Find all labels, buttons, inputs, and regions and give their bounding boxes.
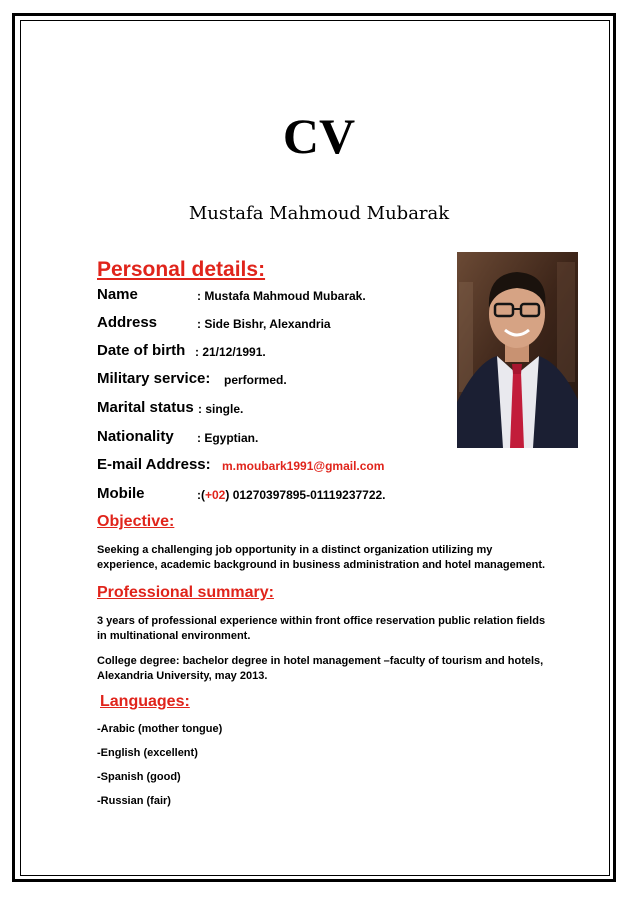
objective-text: Seeking a challenging job opportunity in a distinct organization utilizing my experience, academic background in business administration and hotel management. xyxy=(97,544,546,571)
summary-paragraph-2: College degree: bachelor degree in hotel management –faculty of tourism and hotels, Alexandria University, may 2013. xyxy=(97,655,544,682)
dob-value: : 21/12/1991. xyxy=(195,345,266,359)
name-value: : Mustafa Mahmoud Mubarak. xyxy=(197,289,366,303)
person-name: Mustafa Mahmoud Mubarak xyxy=(188,203,450,224)
military-label: Military service: xyxy=(97,370,211,387)
objective-heading: Objective: xyxy=(97,513,175,530)
professional-summary-heading: Professional summary: xyxy=(97,584,274,601)
cv-title: CV xyxy=(282,108,356,164)
military-value: performed. xyxy=(224,373,287,387)
language-item: -Russian (fair) xyxy=(97,795,171,807)
mobile-prefix: :( xyxy=(197,488,205,502)
language-item: -English (excellent) xyxy=(97,747,198,759)
mobile-country-code: +02 xyxy=(205,488,226,502)
nationality-value: : Egyptian. xyxy=(197,431,259,445)
profile-photo xyxy=(457,252,578,448)
language-item: -Spanish (good) xyxy=(97,771,181,783)
address-value: : Side Bishr, Alexandria xyxy=(197,317,331,331)
marital-value: : single. xyxy=(198,402,244,416)
language-item: -Arabic (mother tongue) xyxy=(97,723,223,735)
summary-paragraph-1: 3 years of professional experience within front office reservation public relation fields in multinational environment. xyxy=(97,615,546,642)
dob-label: Date of birth xyxy=(97,342,186,359)
marital-label: Marital status xyxy=(97,399,194,416)
address-label: Address xyxy=(97,314,158,331)
languages-heading: Languages: xyxy=(100,693,190,710)
personal-details-heading: Personal details: xyxy=(97,258,266,281)
name-label: Name xyxy=(97,286,138,303)
email-label: E-mail Address: xyxy=(97,456,211,473)
nationality-label: Nationality xyxy=(97,428,174,445)
email-value[interactable]: m.moubark1991@gmail.com xyxy=(222,459,385,473)
mobile-label: Mobile xyxy=(97,485,145,502)
mobile-number: ) 01270397895-01119237722. xyxy=(225,488,386,502)
